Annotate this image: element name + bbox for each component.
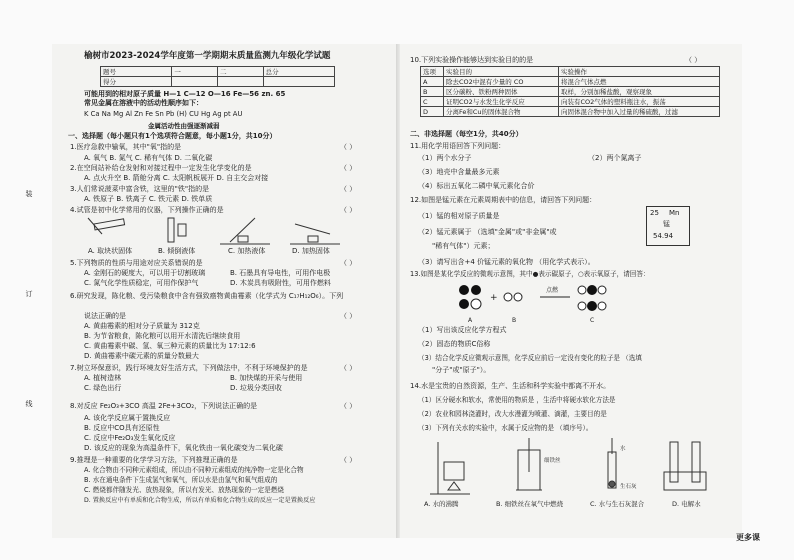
fig-label-b: B. 细铁丝在氧气中燃烧 [496, 500, 564, 508]
element-mass: 54.94 [653, 232, 674, 240]
q3-stem: 3.人们常说菠菜中富含铁，这里的"铁"指的是 [70, 185, 210, 193]
q8-option-b: B. 反应中CO具有还原性 [84, 424, 160, 432]
plus-sign: + [490, 293, 498, 303]
activity-note: 金属活动性由强逐渐减弱 [148, 122, 220, 130]
q11-part2: （2）两个氮离子 [588, 154, 642, 162]
fig-note-water: 水 [620, 446, 626, 452]
q4-answer-paren: （ ） [340, 206, 357, 214]
score-header-cell: 总分 [263, 67, 334, 77]
side-label-ding: 订 [25, 290, 33, 297]
table-row: C 证明CO2与水发生化学反应 向装有CO2气体的塑料瓶注水，振荡 [421, 97, 720, 107]
q13-reaction-diagram [450, 280, 640, 324]
q13-part3-continued: "分子"或"原子"）。 [432, 366, 491, 374]
q12-stem: 12.如图是锰元素在元素周期表中的信息，请回答下列问题： [410, 196, 597, 204]
q14-part1: （1）区分硬水和软水，常使用的物质是 ，生活中将硬水软化方法是 [418, 396, 616, 404]
q1-stem: 1.医疗急救中输氧，其中"氧"指的是 [70, 143, 182, 151]
q5-option-c: C. 氮气化学性质稳定，可用作保护气 [84, 279, 199, 287]
table-row: A 除去CO2中混有少量的 CO 将混合气体点燃 [421, 77, 720, 87]
q6-option-b: B. 为节省粮食，陈化粮可以用开水清洗后继续食用 [84, 332, 241, 340]
q6-option-a: A. 黄曲霉素的相对分子质量为 312克 [84, 322, 200, 330]
figure-boiling-water [430, 442, 470, 494]
q9-option-a: A. 化合物由不同种元素组成，所以由不同种元素组成的纯净物一定是化合物 [84, 466, 304, 474]
q12-part3: （3）请写出含+4 价锰元素的氧化物 （用化学式表示）。 [418, 258, 595, 266]
element-card-manganese [646, 206, 690, 246]
molecule-a [459, 285, 481, 309]
tube-figure-a [88, 218, 125, 234]
q6-stem: 6.研究发现，陈化粮、受污染粮食中含有强致癌物黄曲霉素（化学式为 C₁₇H₁₂O₆）。下列 [70, 292, 344, 300]
score-header-cell: 一 [172, 67, 218, 77]
side-label-xian: 线 [25, 400, 33, 407]
label-a: A [468, 317, 473, 324]
figure-water-quicklime [608, 438, 616, 488]
q13-part1: （1）写出该反应化学方程式 [418, 326, 507, 334]
label-b: B [512, 317, 517, 324]
q2-stem: 2.在空间站补给仓发射和对接过程中一定发生化学变化的是 [70, 164, 252, 172]
q8-option-c: C. 反应中Fe₂O₃发生氧化反应 [84, 434, 176, 442]
q1-answer-paren: （ ） [340, 143, 357, 151]
q8-option-a: A. 该化学反应属于置换反应 [84, 414, 171, 422]
q8-option-d: D. 该反应的现象为高温条件下，氧化铁由一氧化碳变为二氧化碳 [84, 444, 283, 452]
q6-answer-paren: （ ） [340, 312, 357, 320]
q4-option-a: A. 取块状固体 [88, 247, 133, 255]
q11-part1: （1）两个水分子 [418, 154, 472, 162]
fig-label-c: C. 水与生石灰混合 [590, 500, 645, 508]
table-header-cell: 选项 [421, 67, 444, 77]
q6-option-c: C. 黄曲霉素中碳、氢、氧三种元素的质量比为 17:12:6 [84, 342, 256, 350]
q6-stem-continued: 说法正确的是 [84, 312, 126, 320]
q2-options: A. 点火升空 B. 箭舱分离 C. 太阳帆板展开 D. 自主交会对接 [84, 174, 269, 182]
q9-option-d: D. 置换反应中有单质和化合物生成，所以有单质和化合物生成的反应一定是置换反应 [84, 497, 316, 504]
element-symbol: Mn [669, 209, 680, 217]
q13-part2: （2）固态的物质C俗称 [418, 340, 491, 348]
q3-options: A. 铁原子 B. 铁离子 C. 铁元素 D. 铁单质 [84, 195, 213, 203]
figure-electrolysis [664, 442, 706, 490]
q9-option-b: B. 水在通电条件下生成氢气和氧气，所以水是由氢气和氧气组成的 [84, 476, 278, 484]
fig-note-iron-wire: 细铁丝 [544, 458, 561, 464]
table-row: B 区分碳粉、铁粉两种固体 取样，分别加稀盐酸，观察现象 [421, 87, 720, 97]
q3-answer-paren: （ ） [340, 185, 357, 193]
element-atomic-number: 25 [650, 209, 659, 217]
molecule-c [578, 285, 606, 311]
table-row: D 分离Fe和Cu的固体混合物 向固体混合物中加入过量的稀硫酸，过滤 [421, 107, 720, 117]
q13-part3: （3）结合化学反应微观示意图，化学反应前后一定没有变化的粒子是 （选填 [418, 354, 642, 362]
q12-part2-continued: "稀有气体"）元素； [432, 242, 495, 250]
atomic-mass-line: 可能用到的相对原子质量 H—1 C—12 O—16 Fe—56 zn. 65 [84, 90, 286, 98]
q5-option-a: A. 金刚石的硬度大，可以用于切割玻璃 [84, 269, 206, 277]
q2-answer-paren: （ ） [340, 164, 357, 172]
watermark-brand: 更多课 [736, 533, 760, 542]
reaction-condition: 点燃 [546, 287, 559, 294]
side-label-zhuang: 装 [25, 190, 33, 197]
q14-experiment-figures [420, 432, 730, 498]
q7-stem: 7.树立环保意识，践行环境友好生活方式，下列做法中，不利于环境保护的是 [70, 364, 308, 372]
score-cell: 得分 [101, 77, 172, 87]
score-header-cell: 题号 [101, 67, 172, 77]
q12-part2: （2）锰元素属于 （选填"金属"或"非金属"或 [418, 228, 557, 236]
q5-stem: 5.下列物质的性质与用途对应关系错误的是 [70, 259, 203, 267]
score-header-cell: 二 [217, 67, 263, 77]
activity-series: K Ca Na Mg Al Zn Fe Sn Pb (H) CU Hg Ag pt AU [84, 110, 243, 118]
q6-option-d: D. 黄曲霉素中碳元素的质量分数最大 [84, 352, 199, 360]
tube-figure-d [290, 224, 340, 244]
exam-title: 榆树市2023-2024学年度第一学期期末质量监测九年级化学试题 [84, 51, 331, 61]
q5-answer-paren: （ ） [340, 259, 357, 267]
score-cell [172, 77, 218, 87]
q14-stem: 14.水是宝贵的自然资源，生产、生活和科学实验中都离不开水。 [410, 382, 611, 390]
q1-options: A. 氧气 B. 氮气 C. 稀有气体 D. 二氧化碳 [84, 154, 213, 162]
q4-option-b: B. 倾倒液体 [158, 247, 196, 255]
fig-note-quicklime: 生石灰 [620, 484, 637, 490]
q10-table [420, 66, 720, 117]
q7-option-d: D. 垃圾分类回收 [230, 384, 282, 392]
score-cell [263, 77, 334, 87]
q7-option-c: C. 绿色出行 [84, 384, 122, 392]
q11-part4: （4）标出五氧化二磷中氧元素化合价 [418, 182, 535, 190]
tube-figure-c [220, 218, 270, 244]
q8-stem: 8.对反应 Fe₂O₃+3CO 高温 2Fe+3CO₂，下列说法正确的是 [70, 402, 258, 410]
element-name: 锰 [663, 220, 670, 228]
score-table [100, 66, 335, 87]
q5-option-b: B. 石墨具有导电性，可用作电极 [230, 269, 331, 277]
q8-answer-paren: （ ） [340, 402, 357, 410]
tube-figure-b [168, 218, 186, 242]
table-header-cell: 实验操作 [559, 67, 720, 77]
q10-answer-paren: （ ） [685, 56, 702, 64]
section-two-heading: 二、非选择题（每空1分，共40分） [410, 130, 523, 138]
q4-option-d: D. 加热固体 [292, 247, 330, 255]
fig-label-d: D. 电解水 [672, 500, 701, 508]
score-cell [217, 77, 263, 87]
activity-title: 常见金属在溶液中的活动性顺序如下： [84, 99, 203, 107]
q7-answer-paren: （ ） [340, 364, 357, 372]
q13-stem: 13.如图是某化学反应的微观示意图，其中●表示碳原子，○表示氧原子，请回答： [410, 270, 650, 278]
table-header-cell: 实验目的 [444, 67, 559, 77]
label-c: C [590, 317, 595, 324]
fig-label-a: A. 水的沸腾 [424, 500, 459, 508]
q7-option-a: A. 植树造林 [84, 374, 122, 382]
q9-option-c: C. 燃烧都伴随发光、放热现象，所以有发光、放热现象的一定是燃烧 [84, 486, 285, 494]
q4-stem: 4.试管是初中化学常用的仪器，下列操作正确的是 [70, 206, 224, 214]
q12-part1: （1）锰的相对原子质量是 [418, 212, 500, 220]
molecule-b [504, 293, 522, 301]
q9-stem: 9.推理是一种重要的化学学习方法，下列推理正确的是 [70, 456, 238, 464]
q5-option-d: D. 木炭具有吸附性，可用作燃料 [230, 279, 331, 287]
q14-part2: （2）农业和园林浇灌时，改大水漫灌为喷灌、滴灌，主要目的是 [418, 410, 607, 418]
q7-option-b: B. 加快煤的开采与使用 [230, 374, 303, 382]
q10-stem: 10.下列实验操作能够达到实验目的的是 [410, 56, 534, 64]
q4-test-tube-figures [80, 214, 350, 246]
q11-part3: （3）地壳中含量最多元素 [418, 168, 500, 176]
q9-answer-paren: （ ） [340, 456, 357, 464]
q11-stem: 11.用化学用语回答下列问题： [410, 142, 506, 150]
q4-option-c: C. 加热液体 [228, 247, 266, 255]
figure-iron-burning [516, 438, 542, 490]
q14-part3: （3）下列有关水的实验中，水属于反应物的是 （填序号）。 [418, 424, 593, 432]
section-one-heading: 一、选择题（每小题只有1个选项符合题意，每小题1分，共10分） [68, 132, 277, 140]
